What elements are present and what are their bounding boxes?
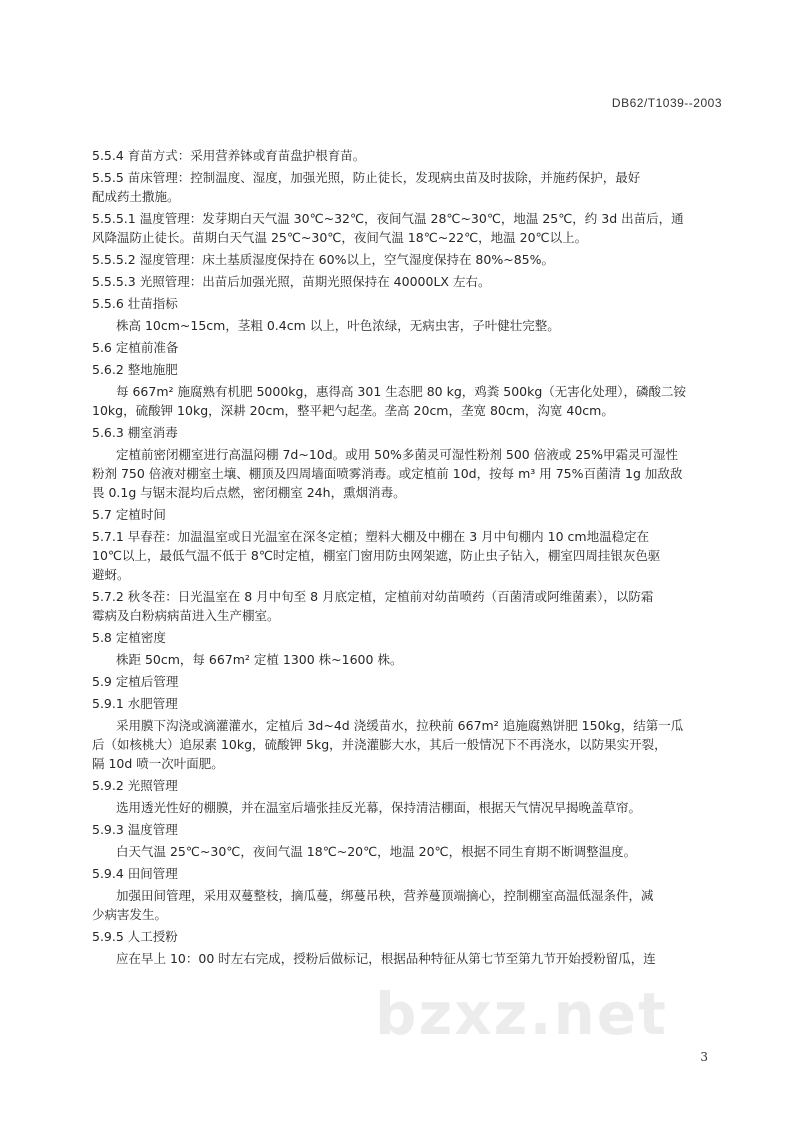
clause-5-5-6: 5.5.6 壮苗指标 xyxy=(92,296,178,311)
clause-5-9-1: 5.9.1 水肥管理 xyxy=(92,696,178,711)
clause-5-9-5: 5.9.5 人工授粉 xyxy=(92,929,178,944)
text-line: 10℃以上，最低气温不低于 8℃时定植，棚室门窗用防虫网架遮，防止虫子钻入，棚室四周挂银灰色驱 xyxy=(92,548,661,563)
text-line: 株距 50cm，每 667m² 定植 1300 株~1600 株。 xyxy=(116,652,403,667)
clause-5-9-4: 5.9.4 田间管理 xyxy=(92,866,178,881)
page-number: 3 xyxy=(700,1050,708,1064)
clause-5-6-3: 5.6.3 棚室消毒 xyxy=(92,425,178,440)
clause-5-7-1: 5.7.1 早春茬：加温温室或日光温室在深冬定植；塑料大棚及中棚在 3 月中旬棚内 10 cm地温稳定在 xyxy=(92,529,650,544)
text-line: 每 667m² 施腐熟有机肥 5000kg，惠得高 301 生态肥 80 kg，鸡粪 500kg（无害化处理），磷酸二铵 xyxy=(116,384,687,399)
text-line: 应在早上 10：00 时左右完成，授粉后做标记，根据品种特征从第七节至第九节开始授粉留瓜，连 xyxy=(116,951,656,966)
watermark: bzxz.net xyxy=(375,980,668,1048)
clause-5-5-5: 5.5.5 苗床管理：控制温度、湿度，加强光照，防止徒长，发现病虫苗及时拔除，并施药保护，最好 xyxy=(92,170,641,185)
clause-5-7-2: 5.7.2 秋冬茬：日光温室在 8 月中旬至 8 月底定植，定植前对幼苗喷药（百菌清或阿维菌素），以防霜 xyxy=(92,589,654,604)
clause-5-9-3: 5.9.3 温度管理 xyxy=(92,822,178,837)
text-line: 少病害发生。 xyxy=(92,907,168,922)
clause-5-5-5-3: 5.5.5.3 光照管理：出苗后加强光照，苗期光照保持在 40000LX 左右。 xyxy=(92,274,491,289)
section-5-9-heading: 5.9 定植后管理 xyxy=(92,674,179,689)
text-line: 粉剂 750 倍液对棚室土壤、棚顶及四周墙面喷雾消毒。或定植前 10d，按每 m³ 用 75%百菌清 1g 加敌敌 xyxy=(92,466,683,481)
clause-5-5-5-1: 5.5.5.1 温度管理：发芽期白天气温 30℃~32℃，夜间气温 28℃~30℃，地温 25℃，约 3d 出苗后，通 xyxy=(92,211,684,226)
standard-code: DB62/T1039--2003 xyxy=(611,96,722,110)
text-line: 10kg，硫酸钾 10kg，深耕 20cm，整平耙勺起垄。垄高 20cm，垄宽 80cm，沟宽 40cm。 xyxy=(92,403,614,418)
section-5-6-heading: 5.6 定植前准备 xyxy=(92,340,179,355)
clause-5-5-5-2: 5.5.5.2 湿度管理：床土基质湿度保持在 60%以上，空气湿度保持在 80%~85%。 xyxy=(92,252,554,267)
clause-5-5-4: 5.5.4 育苗方式：采用营养钵或育苗盘护根育苗。 xyxy=(92,148,366,163)
text-line: 定植前密闭棚室进行高温闷棚 7d~10d。或用 50%多菌灵可湿性粉剂 500 倍液或 25%甲霜灵可湿性 xyxy=(116,447,678,462)
text-line: 后（如核桃大）追尿素 10kg，硫酸钾 5kg，并浇灌膨大水，其后一般情况下不再浇水，以防果实开裂， xyxy=(92,737,667,752)
text-line: 采用膜下沟浇或滴灌灌水，定植后 3d~4d 浇缓苗水，拉秧前 667m² 追施腐熟饼肥 150kg，结第一瓜 xyxy=(116,718,684,733)
text-line: 避蚜。 xyxy=(92,567,130,582)
text-line: 配成药土撒施。 xyxy=(92,189,180,204)
body-text xyxy=(92,146,728,971)
text-line: 霉病及白粉病病苗进入生产棚室。 xyxy=(92,608,280,623)
text-line: 选用透光性好的棚膜，并在温室后墙张挂反光幕，保持清洁棚面，根据天气情况早揭晚盖草帘。 xyxy=(116,800,642,815)
clause-5-9-2: 5.9.2 光照管理 xyxy=(92,778,178,793)
text-line: 株高 10cm~15cm，茎粗 0.4cm 以上，叶色浓绿，无病虫害，子叶健壮完整。 xyxy=(116,318,560,333)
section-5-8-heading: 5.8 定植密度 xyxy=(92,630,166,645)
text-line: 隔 10d 喷一次叶面肥。 xyxy=(92,756,224,771)
clause-5-6-2: 5.6.2 整地施肥 xyxy=(92,362,178,377)
section-5-7-heading: 5.7 定植时间 xyxy=(92,507,166,522)
text-line: 白天气温 25℃~30℃，夜间气温 18℃~20℃，地温 20℃，根据不同生育期不断调整温度。 xyxy=(116,844,637,859)
text-line: 畏 0.1g 与锯末混均后点燃，密闭棚室 24h，熏烟消毒。 xyxy=(92,485,406,500)
text-line: 风降温防止徒长。苗期白天气温 25℃~30℃，夜间气温 18℃~22℃，地温 20℃以上。 xyxy=(92,230,588,245)
text-line: 加强田间管理，采用双蔓整枝，摘瓜蔓，绑蔓吊秧，营养蔓顶端摘心，控制棚室高温低湿条件，减 xyxy=(116,888,654,903)
